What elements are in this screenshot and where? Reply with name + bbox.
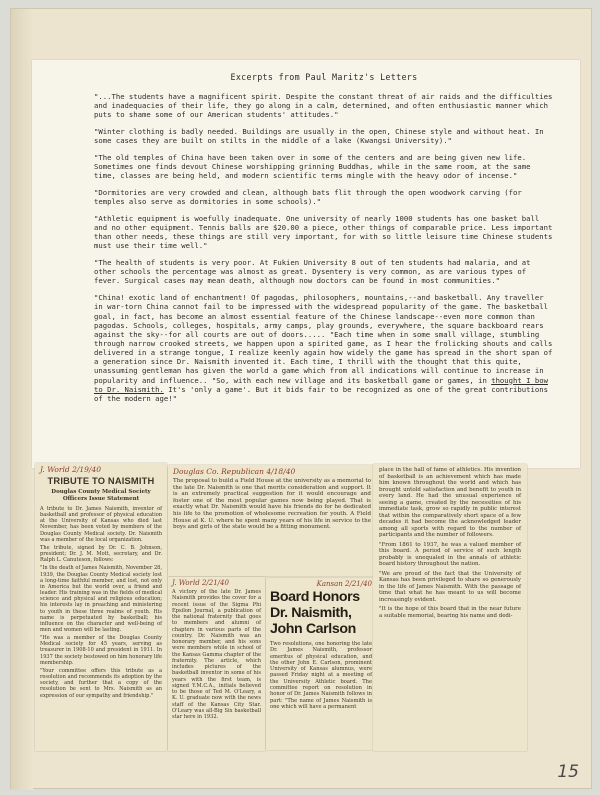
clipping-paragraph: A tribute to Dr. James Naismith, inventor of basketball and professor of physical education at the University of Kansas who died last November, has been voted by members of the Douglas County Medical society. Dr. Naismith was a member of the local organization.	[40, 506, 162, 543]
handwritten-source-note: Douglas Co. Republican 4/18/40	[173, 467, 296, 476]
clipping-paragraph: Two resolutions, one honoring the late Dr. James Naismith, professor emeritus of physical education, and the other John E. Carlson, prominent University of Kansas alumnus, were passed Friday night at a meeting of the University Athletic board. The committee report on resolution in honor of Dr. James Naismith follows in part: "The name of James Naismith is one which will have a permanent	[270, 641, 372, 710]
underlined-phrase: thought I bow to Dr. Naismith.	[94, 375, 548, 394]
clipping-paragraph: The proposal to build a Field House at the university as a memorial to the late Dr. Naismith is one that merits consideration and support. It is an extremely practical suggestion for it would encourage and foster one of the most popular games now being played. That is exactly what Dr. Naismith would have his friends do for he dedicated his life to the promotion of wholesome recreation for youth. A Field House at K. U. where he spent many years of his life in service to the boys and girls of the state would be a fitting monument.	[173, 478, 371, 531]
clipping-field-house-proposal	[168, 465, 376, 576]
clipping-paragraph: "We are proud of the fact that the University of Kansas has been privileged to share so generously in the life of James Naismith. With the passage of time that what he has meant to us will become increasingly evident.	[379, 570, 521, 603]
clipping-paragraph: A victory of the late Dr. James Naismith provides the cover for a recent issue of the Sigma Phi Epsilon Journal, a publication of the national fraternity that goes to members and alumni of chapters in various parts of the country. Dr. Naismith was an honorary member, and his sons were members while in school of the Kansas Gamma chapter of the fraternity. The article, which includes pictures of the basketball inventor in some of his years with the first team, is signed Y.M.C.A., initials believed to be those of Ted M. O'Leary, a K. U. graduate now with the news staff of the Kansas City Star. O'Leary was all-Big Six basketball star here in 1932.	[172, 589, 261, 720]
clipping-subhead: Douglas County Medical Society Officers Issue Statement	[51, 489, 151, 502]
handwritten-source-note: J. World 2/21/40	[172, 579, 229, 587]
letter-paragraph: "Athletic equipment is woefully inadequate. One university of nearly 1000 students has one basket ball and no other equipment. Tennis balls are $20.00 a piece, other things of comparable price. Less important than other needs, these things are still very important, for with so little leisure time Chinese students must use their time well."	[94, 213, 553, 251]
clipping-paragraph: The tribute, signed by Dr. C. B. Johnson, president; Dr. J. M. Mott, secretary, and Dr. Ralph L. Canuteson, follows:	[40, 544, 162, 564]
handwritten-source-note: J. World 2/19/40	[40, 465, 101, 474]
letter-paragraph: "...The students have a magnificent spirit. Despite the constant threat of air raids and the difficulties and inadequacies of their life, they go along in a calm, determined, and often enthusiastic manner which puts to shame some of our American students' attitudes."	[94, 92, 553, 120]
clipping-paragraph: "In the death of James Naismith, November 28, 1939, the Douglas County Medical society lost a long-time faithful member, and lost, not only in America but the world over, a friend and leader. His training was in the fields of medical science and physical and religious education; his interests lay in preaching and ministering to youth in these three realms of youth. His name is perpetuated by basketball; his influence on the character and well-being of men and women will be lasting.	[40, 565, 162, 633]
letter-paragraph: "The old temples of China have been taken over in some of the centers and are being given new life. Sometimes one finds devout Chinese worshipping grinning Buddhas, while in the same room, at the same time, classes are being held, and modern scientific terms mingle with the heavy odor of incense."	[94, 152, 531, 181]
clipping-journal-cover	[168, 577, 265, 751]
letter-text: "China! exotic land of enchantment! Of pagodas, philosophers, mountains,--and basketball. Any traveller in war-torn China cannot fail to be impressed with the widespread popularity of the game. The basketball goal, in fact, has become an almost essential feature of the Chinese landscape--even more common than pagodas. Schools, colleges, hospitals, army camps, play grounds, everywhere, the square backboard rears against the sky--for all courts are out of doors..... "Each time when in some small village, stumbling through narrow crooked streets, we happen upon a spirited game, as I hear the frolicking shouts and calls delivered in a strange tongue, I realize keenly again how widely the game has spread in the short span of a generation since Dr. Naismith invented it. Each time, I thrill with the thought that this quite, unassuming gentleman has given the world a game which from all indications will continue to increase in popularity and influence.. "So, with each new village and its basketball game or games, in	[94, 293, 553, 385]
letter-paragraph: "Winter clothing is badly needed. Buildings are usually in the open, Chinese style and without heat. In some cases they are built on stilts in the middle of a lake (Kwangsi University)."	[94, 127, 544, 146]
clipping-headline: TRIBUTE TO NAISMITH	[47, 476, 155, 486]
letter-paragraph: "The health of students is very poor. At Fukien University 8 out of ten students had malaria, and at other schools the percentage was almost as great. Dysentery is very common, as are various types of fever. Surgical cases may mean death, although now doctors can be found in most communities."	[94, 258, 531, 286]
clipping-paragraph: "It is the hope of this board that in the near future a suitable memorial, bearing his name and dedi-	[379, 606, 521, 619]
clipping-board-continued	[373, 464, 527, 751]
letter-paragraph: "Dormitories are very crowded and clean, although bats flit through the open woodwork carving (for temples also serve as dormitories in some schools)."	[94, 188, 522, 207]
clipping-headline: Board Honors Dr. Naismith, John Carlson	[270, 589, 360, 637]
letter-paragraph-basketball	[94, 293, 554, 403]
letter-text: It's 'only a game'. But it bids fair to be recognized as one of the great contributions of the modern age!"	[94, 384, 548, 403]
letter-title: Excerpts from Paul Maritz's Letters	[230, 72, 418, 82]
clipping-tribute	[35, 463, 167, 751]
clipping-paragraph: "From 1861 to 1937, he was a valued member of this board. A period of service of such length probably is unequaled in the annals of athletic board history throughout the nation.	[379, 541, 521, 567]
binding-edge	[11, 9, 33, 790]
clipping-paragraph: "He was a member of the Douglas County Medical society for 45 years, serving as treasurer in 1908-10 and president in 1911. In 1937 the society bestowed on him honorary life membership.	[40, 635, 162, 666]
typed-letter-sheet	[32, 60, 580, 468]
clipping-paragraph: place in the hall of fame of athletics. His invention of basketball is an achievement which has made him known throughout the world and which has brought untold satisfaction and benefit to youth in every land. He had the unusual experience of seeing a game, created by the necessities of his immediate task, grow so rapidly in public interest that within the comparatively short space of a few decades it had become the acknowledged leader among all sports with regard to the number of participants and the number of followers.	[379, 467, 521, 538]
handwritten-source-note: Kansan 2/21/40	[316, 580, 372, 588]
page-number: 15	[557, 762, 579, 782]
clipping-paragraph: "Your committee offers this tribute as a resolution and recommends its adoption by the society, and further that a copy of the resolution be sent to Mrs. Naismith as an expression of our sympathy and friendship."	[40, 667, 162, 699]
clipping-board-honors	[266, 578, 376, 750]
